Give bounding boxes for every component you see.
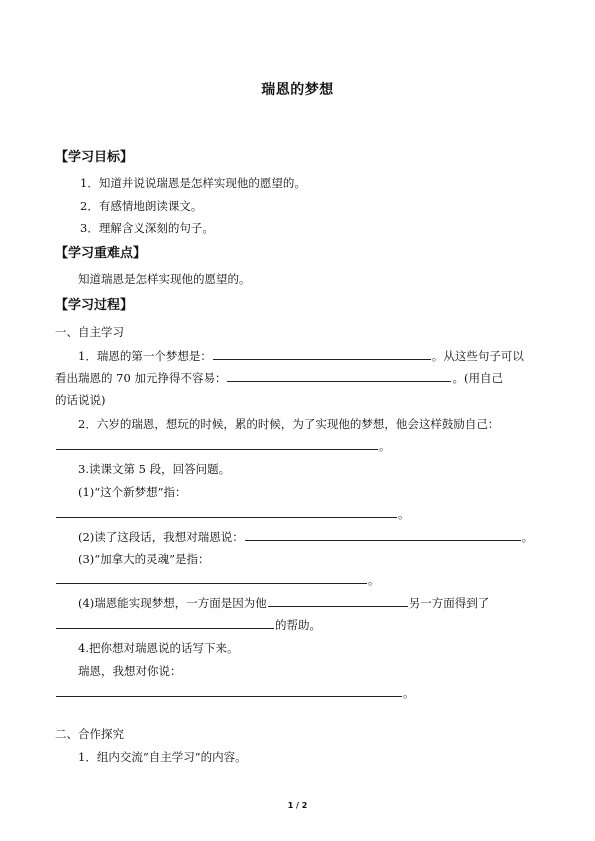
section-heading-key-points: 【学习重难点】 (55, 246, 147, 261)
goal-item-1: 1．知道并说说瑞恩是怎样实现他的愿望的。 (80, 176, 306, 190)
question-4-prompt: 瑞恩，我想对你说： (78, 664, 182, 678)
answer-blank-3-4a[interactable] (268, 595, 408, 607)
question-3-3-answer-line (55, 572, 380, 588)
part2-question-1: 1．组内交流“自主学习”的内容。 (78, 750, 247, 764)
section-heading-goals: 【学习目标】 (55, 150, 134, 165)
section-heading-process: 【学习过程】 (55, 298, 134, 313)
question-3-2-line (78, 529, 533, 545)
question-3-text: 3.读课文第 5 段，回答问题。 (78, 462, 231, 476)
question-2-end-mark: 。 (379, 439, 391, 453)
answer-blank-1a[interactable] (213, 348, 431, 360)
question-1-line-2 (55, 370, 503, 386)
page-title: 瑞恩的梦想 (261, 82, 334, 98)
question-3-4-text-a: (4)瑞恩能实现梦想，一方面是因为他 (78, 596, 267, 610)
question-3-3-end-mark: 。 (368, 573, 380, 587)
question-3-4-line-1 (78, 595, 489, 611)
question-1-text-e: 的话说说) (55, 393, 106, 407)
question-1-text-c: 看出瑞恩的 70 加元挣得不容易： (55, 371, 227, 385)
question-3-1-text: (1)“这个新梦想”指： (78, 485, 187, 499)
question-3-4-text-c: 的帮助。 (275, 618, 321, 632)
question-3-4-text-b: 另一方面得到了 (408, 596, 490, 610)
question-3-4-line-2 (55, 617, 321, 633)
goal-item-3: 3．理解含义深刻的句子。 (80, 221, 214, 235)
page-number: 1 / 2 (287, 801, 308, 810)
question-4-text: 4.把你想对瑞恩说的话写下来。 (78, 641, 239, 655)
question-3-2-end-mark: 。 (521, 530, 534, 544)
question-1-line-1 (78, 348, 524, 364)
question-4-end-mark: 。 (403, 686, 415, 700)
answer-blank-3-1[interactable] (56, 506, 397, 518)
answer-blank-3-2[interactable] (245, 529, 521, 541)
question-1-text-d: 。(用自己 (452, 371, 503, 385)
answer-blank-1b[interactable] (227, 370, 451, 382)
question-1-text-a: 1．瑞恩的第一个梦想是： (78, 349, 212, 363)
answer-blank-2[interactable] (56, 438, 378, 450)
question-3-1-answer-line (55, 506, 410, 522)
question-3-3-text: (3)“加拿大的灵魂”是指： (78, 552, 210, 566)
answer-blank-3-4b[interactable] (56, 617, 274, 629)
goal-item-2: 2．有感情地朗读课文。 (80, 199, 203, 213)
question-3-2-text: (2)读了这段话，我想对瑞恩说： (78, 530, 244, 544)
question-1-text-b: 。从这些句子可以 (431, 349, 524, 363)
question-2-text: 2．六岁的瑞恩，想玩的时候，累的时候，为了实现他的梦想，他会这样鼓励自己： (78, 417, 500, 431)
key-points-text: 知道瑞恩是怎样实现他的愿望的。 (78, 272, 251, 286)
answer-blank-4[interactable] (56, 685, 402, 697)
question-3-1-end-mark: 。 (398, 507, 410, 521)
part1-heading: 一、自主学习 (55, 325, 124, 339)
answer-blank-3-3[interactable] (56, 572, 367, 584)
question-4-answer-line (55, 685, 415, 701)
part2-heading: 二、合作探究 (55, 727, 124, 741)
question-2-answer-line (55, 438, 391, 454)
